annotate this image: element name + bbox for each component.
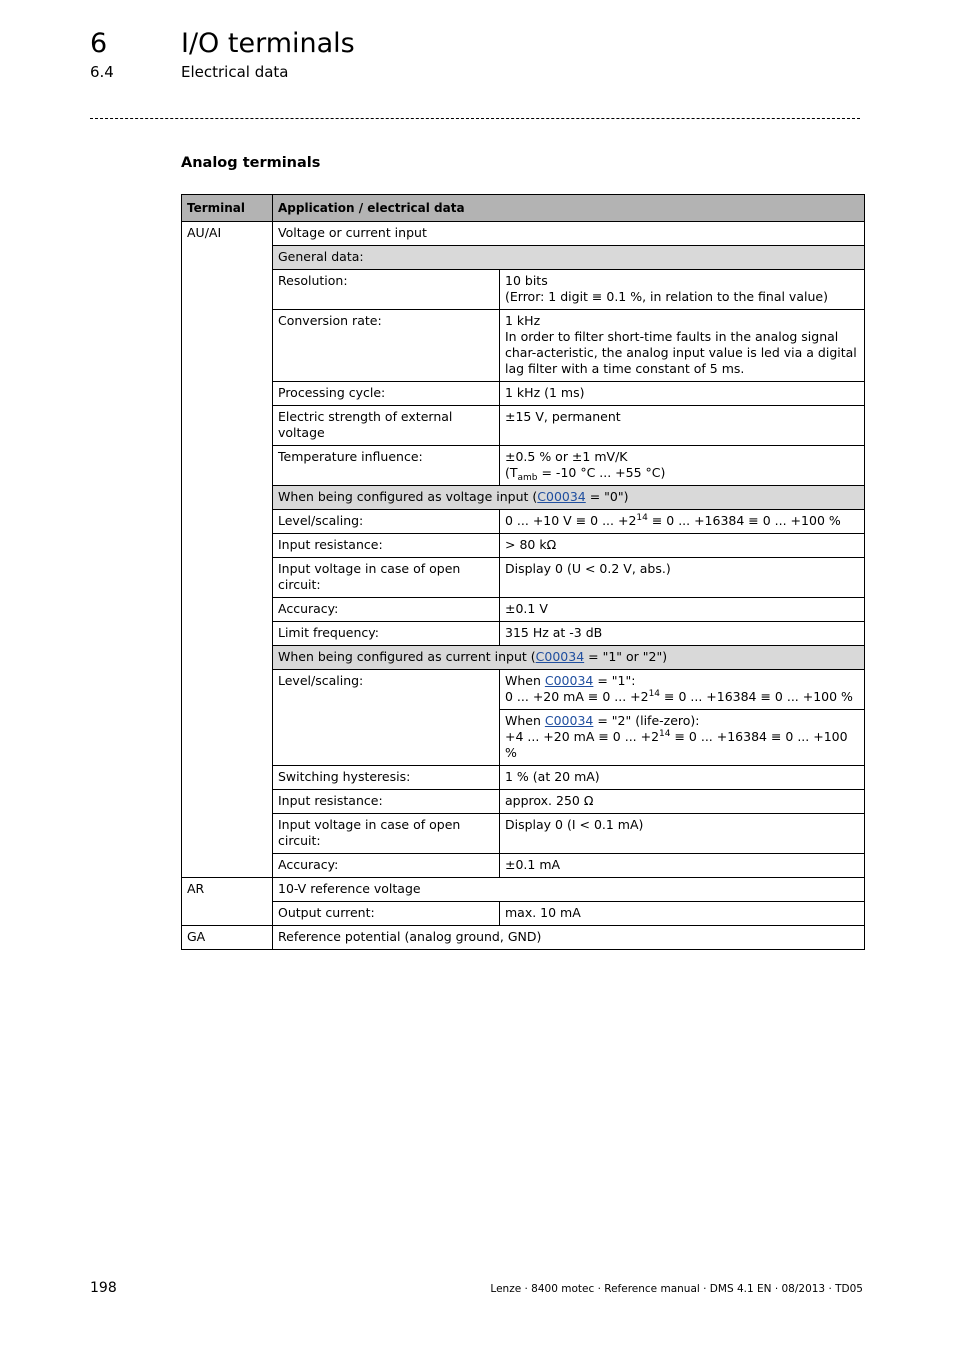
resolution-line-2: (Error: 1 digit ≡ 0.1 %, in relation to the final value) <box>505 289 828 304</box>
current-level-2-range <box>505 729 859 761</box>
table-row <box>182 790 865 814</box>
voltage-config-suffix: = "0") <box>585 489 629 504</box>
temp-sub-amb: amb <box>517 473 538 483</box>
current-level-mode-2 <box>500 710 865 766</box>
table-row <box>182 406 865 446</box>
conversion-line-2: In order to filter short-time faults in the analog signal char-acteristic, the analog input value is led via a digital lag filter with a time constant of 5 ms. <box>505 329 857 376</box>
table-row <box>182 902 865 926</box>
current-resistance-value: approx. 250 Ω <box>500 790 865 814</box>
resolution-value <box>500 270 865 310</box>
electric-strength-value: ±15 V, permanent <box>500 406 865 446</box>
table-header-row <box>182 195 865 222</box>
table-row <box>182 622 865 646</box>
voltage-config-text: When being configured as voltage input ( <box>278 489 538 504</box>
temp-t: (T <box>505 465 518 480</box>
terminal-au-ai: AU/AI <box>182 222 273 878</box>
au-ai-description: Voltage or current input <box>273 222 865 246</box>
table-row <box>182 310 865 382</box>
table-row <box>182 926 865 950</box>
table-row <box>182 486 865 510</box>
table-row <box>182 382 865 406</box>
table-row <box>182 510 865 534</box>
table-row <box>182 246 865 270</box>
conversion-rate-label: Conversion rate: <box>273 310 500 382</box>
analog-terminals-table <box>181 194 865 950</box>
processing-cycle-value: 1 kHz (1 ms) <box>500 382 865 406</box>
voltage-level-exponent: 14 <box>636 513 648 523</box>
resolution-label: Resolution: <box>273 270 500 310</box>
header-dashed-rule <box>90 118 860 119</box>
publication-footer: Lenze · 8400 motec · Reference manual · DMS 4.1 EN · 08/2013 · TD05 <box>490 1283 863 1295</box>
current-resistance-label: Input resistance: <box>273 790 500 814</box>
table-row <box>182 670 865 710</box>
output-current-value: max. 10 mA <box>500 902 865 926</box>
voltage-level-value <box>500 510 865 534</box>
current-level-mode-1 <box>500 670 865 710</box>
table-row <box>182 534 865 558</box>
voltage-resistance-value: > 80 kΩ <box>500 534 865 558</box>
voltage-resistance-label: Input resistance: <box>273 534 500 558</box>
current-config-text: When being configured as current input ( <box>278 649 536 664</box>
column-header-terminal: Terminal <box>182 195 273 222</box>
current-open-circuit-label: Input voltage in case of open circuit: <box>273 814 500 854</box>
c00034-link[interactable]: C00034 <box>537 489 586 504</box>
processing-cycle-label: Processing cycle: <box>273 382 500 406</box>
chapter-title: I/O terminals <box>181 28 355 59</box>
voltage-accuracy-label: Accuracy: <box>273 598 500 622</box>
chapter-number: 6 <box>90 28 108 59</box>
ar-description: 10-V reference voltage <box>273 878 865 902</box>
range-post: ≡ 0 ... +16384 ≡ 0 ... +100 % <box>505 729 848 760</box>
current-open-circuit-value: Display 0 (I < 0.1 mA) <box>500 814 865 854</box>
limit-frequency-value: 315 Hz at -3 dB <box>500 622 865 646</box>
ga-description: Reference potential (analog ground, GND) <box>273 926 865 950</box>
table-row <box>182 854 865 878</box>
current-config-suffix: = "1" or "2") <box>584 649 668 664</box>
current-level-1-condition <box>505 673 859 689</box>
switching-hysteresis-label: Switching hysteresis: <box>273 766 500 790</box>
range-exponent: 14 <box>659 729 671 739</box>
voltage-level-post: ≡ 0 ... +16384 ≡ 0 ... +100 % <box>647 513 841 528</box>
voltage-config-subheader <box>273 486 865 510</box>
temperature-influence-label: Temperature influence: <box>273 446 500 486</box>
section-heading: Analog terminals <box>181 155 321 171</box>
table-row <box>182 878 865 902</box>
resolution-line-1: 10 bits <box>505 273 548 288</box>
table-row <box>182 270 865 310</box>
voltage-open-circuit-value: Display 0 (U < 0.2 V, abs.) <box>500 558 865 598</box>
voltage-accuracy-value: ±0.1 V <box>500 598 865 622</box>
table-row <box>182 222 865 246</box>
section-number: 6.4 <box>90 63 114 81</box>
electric-strength-label: Electric strength of external voltage <box>273 406 500 446</box>
current-config-subheader <box>273 646 865 670</box>
c00034-link[interactable]: C00034 <box>544 713 594 728</box>
voltage-level-pre: 0 ... +10 V ≡ 0 ... +2 <box>505 513 637 528</box>
table-row <box>182 766 865 790</box>
column-header-application: Application / electrical data <box>273 195 865 222</box>
table-row <box>182 598 865 622</box>
current-level-2-condition <box>505 713 859 729</box>
current-accuracy-value: ±0.1 mA <box>500 854 865 878</box>
current-level-1-range <box>505 689 859 705</box>
condition-value: = "2" (life-zero): <box>593 713 700 728</box>
terminal-ga: GA <box>182 926 273 950</box>
when-text: When <box>505 673 545 688</box>
temp-range: = -10 °C ... +55 °C) <box>537 465 666 480</box>
c00034-link[interactable]: C00034 <box>535 649 585 664</box>
limit-frequency-label: Limit frequency: <box>273 622 500 646</box>
range-post: ≡ 0 ... +16384 ≡ 0 ... +100 % <box>660 689 853 704</box>
voltage-open-circuit-label: Input voltage in case of open circuit: <box>273 558 500 598</box>
temperature-influence-value <box>500 446 865 486</box>
general-data-subheader: General data: <box>273 246 865 270</box>
terminal-ar: AR <box>182 878 273 926</box>
table-row <box>182 814 865 854</box>
conversion-line-1: 1 kHz <box>505 313 541 328</box>
when-text: When <box>505 713 545 728</box>
temperature-line-2 <box>505 465 859 481</box>
current-accuracy-label: Accuracy: <box>273 854 500 878</box>
condition-value: = "1": <box>593 673 636 688</box>
current-level-label: Level/scaling: <box>273 670 500 766</box>
section-title: Electrical data <box>181 63 289 81</box>
switching-hysteresis-value: 1 % (at 20 mA) <box>500 766 865 790</box>
temperature-line-1: ±0.5 % or ±1 mV/K <box>505 449 628 464</box>
table-row <box>182 446 865 486</box>
page-number: 198 <box>90 1280 117 1296</box>
table-row <box>182 558 865 598</box>
range-pre: 0 ... +20 mA ≡ 0 ... +2 <box>505 689 649 704</box>
output-current-label: Output current: <box>273 902 500 926</box>
range-pre: +4 ... +20 mA ≡ 0 ... +2 <box>505 729 660 744</box>
range-exponent: 14 <box>648 689 661 699</box>
c00034-link[interactable]: C00034 <box>544 673 594 688</box>
table-row <box>182 646 865 670</box>
voltage-level-label: Level/scaling: <box>273 510 500 534</box>
conversion-rate-value <box>500 310 865 382</box>
